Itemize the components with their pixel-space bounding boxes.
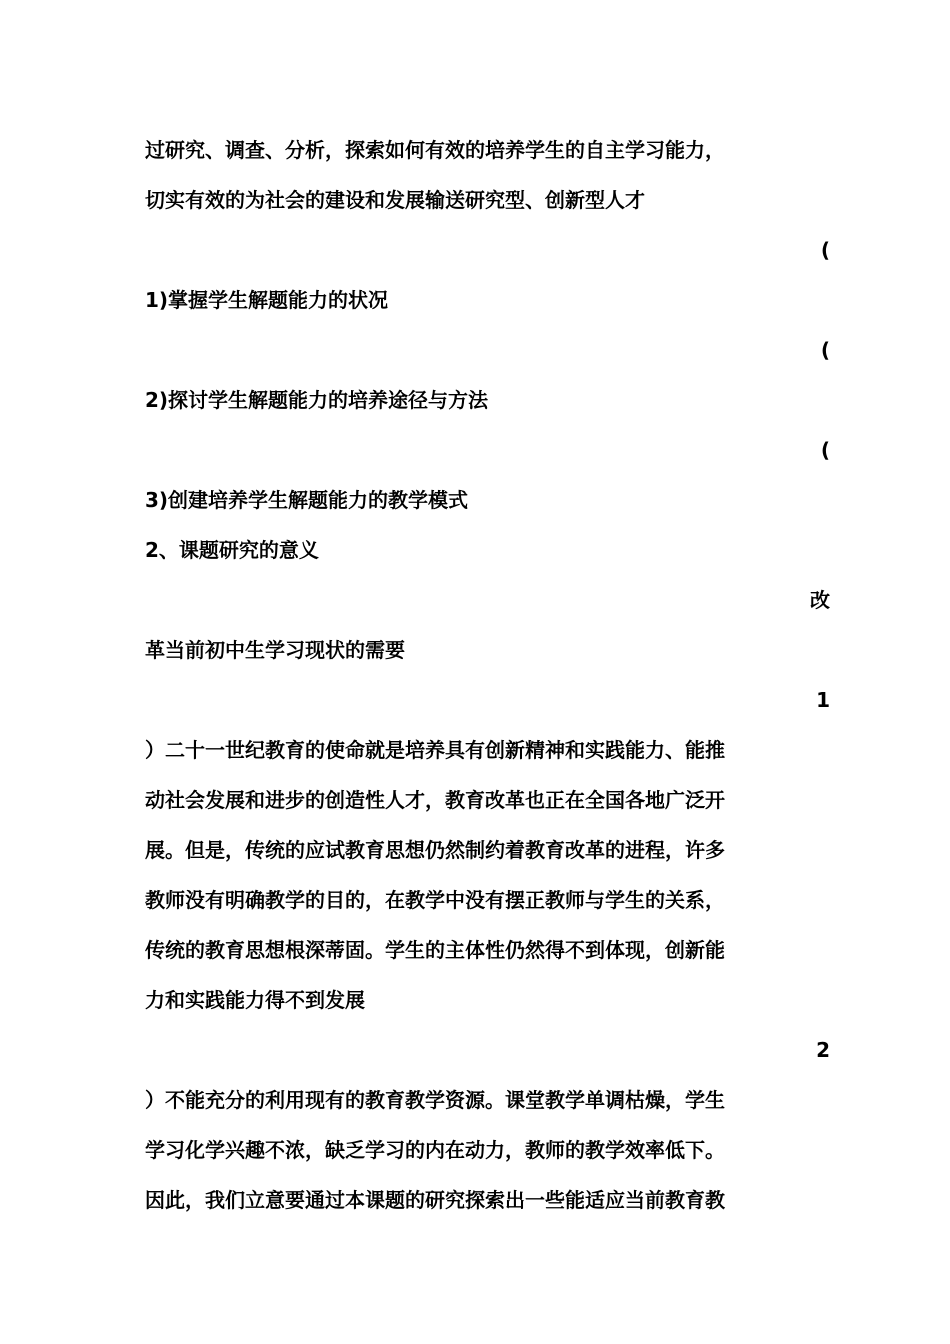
- list-marker-1: (: [820, 238, 830, 262]
- objective-item-2: 2)探讨学生解题能力的培养途径与方法: [145, 388, 489, 412]
- section-heading: 2、课题研究的意义: [145, 538, 319, 562]
- paragraph-line-1: 过研究、调查、分析，探索如何有效的培养学生的自主学习能力，: [145, 138, 725, 162]
- subheading-rest: 革当前初中生学习现状的需要: [145, 638, 405, 662]
- point1-line-5: 传统的教育思想根深蒂固。学生的主体性仍然得不到体现，创新能: [145, 938, 725, 962]
- paragraph-line-2: 切实有效的为社会的建设和发展输送研究型、创新型人才: [145, 188, 645, 212]
- objective-item-3: 3)创建培养学生解题能力的教学模式: [145, 488, 469, 512]
- point2-line-1: ）不能充分的利用现有的教育教学资源。课堂教学单调枯燥，学生: [145, 1088, 725, 1112]
- point1-line-2: 动社会发展和进步的创造性人才，教育改革也正在全国各地广泛开: [145, 788, 725, 812]
- point2-line-2: 学习化学兴趣不浓，缺乏学习的内在动力，教师的教学效率低下。: [145, 1138, 725, 1162]
- point1-line-1: ）二十一世纪教育的使命就是培养具有创新精神和实践能力、能推: [145, 738, 725, 762]
- point1-line-4: 教师没有明确教学的目的，在教学中没有摆正教师与学生的关系，: [145, 888, 725, 912]
- point1-line-3: 展。但是，传统的应试教育思想仍然制约着教育改革的进程，许多: [145, 838, 725, 862]
- point-number-2: 2: [816, 1038, 830, 1062]
- list-marker-2: (: [820, 338, 830, 362]
- subheading-first-char: 改: [810, 588, 830, 612]
- point-number-1: 1: [816, 688, 830, 712]
- list-marker-3: (: [820, 438, 830, 462]
- point1-line-6: 力和实践能力得不到发展: [145, 988, 365, 1012]
- point2-line-3: 因此，我们立意要通过本课题的研究探索出一些能适应当前教育教: [145, 1188, 725, 1212]
- objective-item-1: 1)掌握学生解题能力的状况: [145, 288, 389, 312]
